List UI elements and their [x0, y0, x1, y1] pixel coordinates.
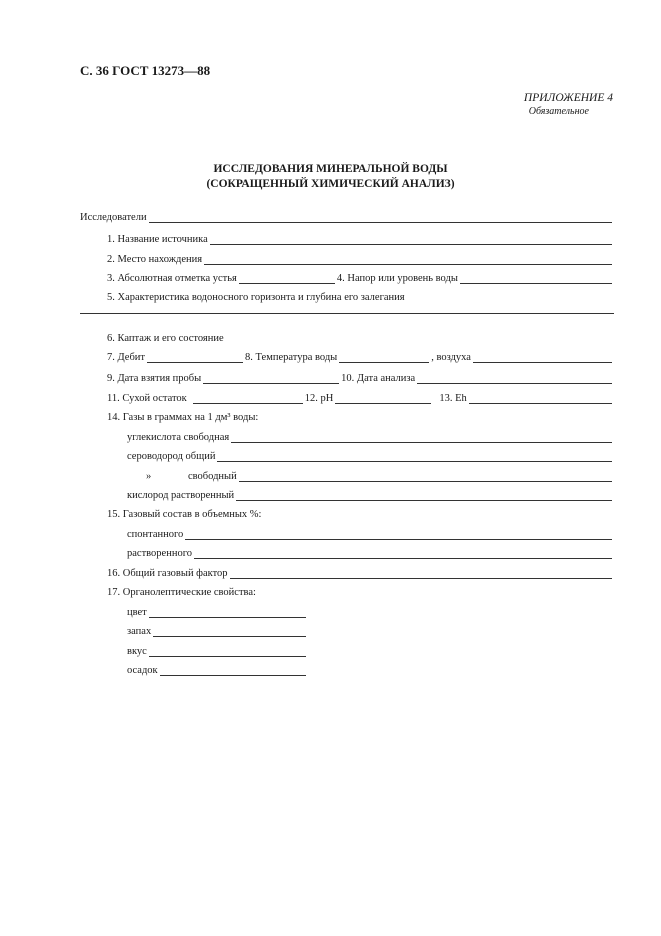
- location-label: 2. Место нахождения: [107, 254, 203, 265]
- elevation-field[interactable]: [239, 273, 335, 284]
- aquifer-row: [107, 290, 614, 304]
- dissolved-field[interactable]: [194, 548, 612, 559]
- organoleptic-label: 17. Органолептические свойства:: [107, 587, 256, 598]
- taste-row: [127, 644, 308, 658]
- document-title: ИССЛЕДОВАНИЯ МИНЕРАЛЬНОЙ ВОДЫ: [213, 163, 448, 175]
- hydrogen-sulfide-total-field[interactable]: [217, 451, 612, 462]
- smell-label: запах: [127, 626, 152, 637]
- hydrogen-sulfide-free-field[interactable]: [239, 471, 612, 482]
- air-temp-label: , воздуха: [431, 352, 471, 363]
- dry-residue-label: 11. Сухой остаток: [107, 393, 187, 404]
- sediment-field[interactable]: [160, 665, 306, 676]
- location-row: [107, 252, 614, 266]
- elevation-label: 3. Абсолютная отметка устья: [107, 273, 237, 284]
- taste-label: вкус: [127, 646, 147, 657]
- gases-row: [107, 410, 614, 424]
- air-temp-field[interactable]: [473, 352, 612, 363]
- spontaneous-label: спонтанного: [127, 529, 184, 540]
- carbonic-acid-row: [127, 430, 614, 444]
- gas-factor-row: [107, 566, 614, 580]
- debit-field[interactable]: [147, 352, 243, 363]
- sediment-label: осадок: [127, 665, 158, 676]
- location-field[interactable]: [204, 254, 612, 265]
- water-level-label: 4. Напор или уровень воды: [336, 273, 458, 284]
- hydrogen-sulfide-total-row: [127, 449, 614, 463]
- dissolved-oxygen-field[interactable]: [236, 490, 612, 501]
- ph-field[interactable]: [335, 393, 431, 404]
- hydrogen-sulfide-free-label: свободный: [188, 471, 237, 482]
- sampling-date-row: [107, 371, 614, 385]
- dissolved-oxygen-row: [127, 488, 614, 502]
- spontaneous-field[interactable]: [185, 529, 612, 540]
- dry-residue-row: [107, 391, 614, 405]
- aquifer-field[interactable]: [80, 313, 614, 314]
- researchers-field[interactable]: [149, 212, 612, 223]
- researchers-label: Исследователи: [80, 212, 147, 223]
- sampling-date-field[interactable]: [203, 373, 339, 384]
- ph-label: 12. pH: [304, 393, 334, 404]
- color-label: цвет: [127, 607, 147, 618]
- captage-label: 6. Каптаж и его состояние: [107, 333, 224, 344]
- source-name-label: 1. Название источника: [107, 234, 208, 245]
- gas-composition-label: 15. Газовый состав в объемных %:: [107, 509, 262, 520]
- ditto-mark: »: [146, 471, 152, 482]
- debit-row: [107, 350, 614, 364]
- page-header: С. 36 ГОСТ 13273—88: [80, 63, 211, 78]
- elevation-row: [107, 271, 614, 285]
- color-field[interactable]: [149, 607, 306, 618]
- gas-factor-label: 16. Общий газовый фактор: [107, 568, 228, 579]
- hydrogen-sulfide-total-label: сероводород общий: [127, 451, 216, 462]
- dissolved-label: растворенного: [127, 548, 192, 559]
- spontaneous-row: [127, 527, 614, 541]
- source-name-row: [107, 232, 614, 246]
- dry-residue-field[interactable]: [193, 393, 303, 404]
- carbonic-acid-label: углекислота свободная: [127, 432, 230, 443]
- researchers-row: [80, 210, 614, 224]
- gas-composition-row: [107, 507, 614, 521]
- dissolved-oxygen-label: кислород растворенный: [127, 490, 235, 501]
- gases-label: 14. Газы в граммах на 1 дм³ воды:: [107, 412, 259, 423]
- sediment-row: [127, 663, 308, 677]
- color-row: [127, 605, 308, 619]
- water-level-field[interactable]: [460, 273, 612, 284]
- carbonic-acid-field[interactable]: [231, 432, 612, 443]
- appendix-status: Обязательное: [528, 106, 589, 117]
- organoleptic-row: [107, 585, 614, 599]
- captage-row: [107, 331, 614, 345]
- water-temp-field[interactable]: [339, 352, 429, 363]
- sampling-date-label: 9. Дата взятия пробы: [107, 373, 202, 384]
- water-temp-label: 8. Температура воды: [245, 352, 338, 363]
- hydrogen-sulfide-free-row: [146, 469, 614, 483]
- gas-factor-field[interactable]: [230, 568, 612, 579]
- smell-field[interactable]: [153, 626, 306, 637]
- eh-label: 13. Eh: [439, 393, 467, 404]
- document-subtitle: (СОКРАЩЕННЫЙ ХИМИЧЕСКИЙ АНАЛИЗ): [206, 178, 455, 190]
- analysis-date-field[interactable]: [417, 373, 612, 384]
- taste-field[interactable]: [149, 646, 306, 657]
- aquifer-label: 5. Характеристика водоносного горизонта и глубина его залегания: [107, 292, 405, 303]
- appendix-label: ПРИЛОЖЕНИЕ 4: [523, 92, 613, 104]
- dissolved-row: [127, 546, 614, 560]
- eh-field[interactable]: [469, 393, 612, 404]
- debit-label: 7. Дебит: [107, 352, 146, 363]
- source-name-field[interactable]: [210, 234, 612, 245]
- analysis-date-label: 10. Дата анализа: [341, 373, 416, 384]
- smell-row: [127, 624, 308, 638]
